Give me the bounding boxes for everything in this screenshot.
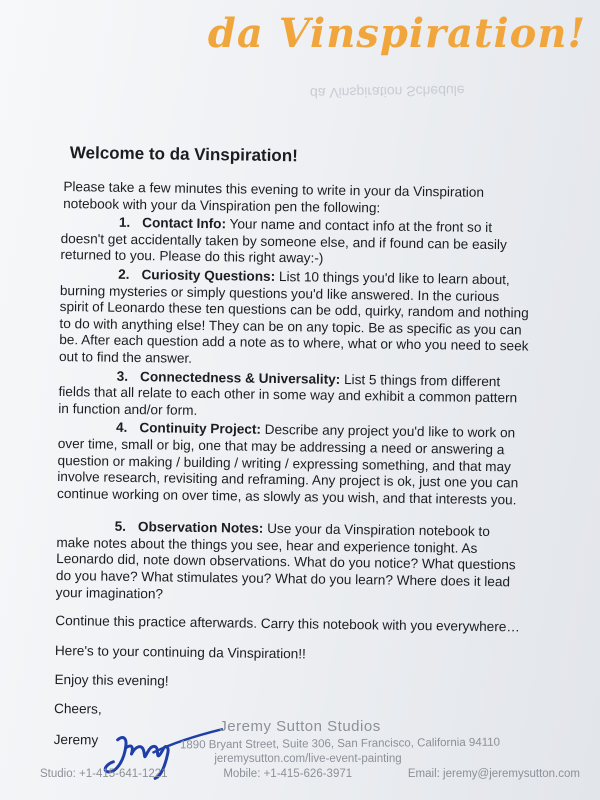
item-text: Describe any project you'd like to work on over time, small or big, one that may be addressing a need or answering a question or making / building / writing / expressing something, and that may involve research, revisiting and reframing. Any project is ok, just one you can continue working on over time, as slowly as you wish, and that interests you. [57,422,519,508]
item-label: Contact Info: [142,215,227,232]
item-label: Curiosity Questions: [141,267,276,284]
footer-mobile-phone: Mobile: +1-415-626-3971 [223,768,353,780]
item-text: Use your da Vinspiration notebook to make notes about the things you see, hear and experience tonight. As Leonardo did, note down observations. What do you notice? What questions do you have? What stimulates you? What do you learn? Where does it lead your imagination? [55,521,516,602]
footer-url: jeremysutton.com/live-event-painting [214,753,402,765]
signer-name: Jeremy [53,731,99,748]
footer-studio-phone: Studio: +1-415-641-1221 [40,768,168,780]
footer-studio-name: Jeremy Sutton Studios [219,718,381,735]
item-number: 1. [118,214,131,231]
letter-heading: Welcome to da Vinspiration! [69,143,298,166]
item-number: 2. [118,266,130,282]
item-label: Connectedness & Universality: [139,368,341,387]
footer-email: Email: jeremy@jeremysutton.com [407,768,580,780]
letter-body [53,143,532,769]
list-item-continuity-project [57,419,528,509]
item-label: Continuity Project: [139,420,262,438]
item-number: 3. [116,368,129,384]
show-through-text: da Vinspiration Schedule [309,82,465,102]
item-label: Observation Notes: [137,519,264,537]
item-text: List 5 things from different fields that all relate to each other in some way and exhibit a common pattern in function and/or form. [58,371,518,418]
closing-salutation: Cheers, [53,700,102,717]
continue-paragraph: Continue this practice afterwards. Carry this notebook with you everywhere… [55,613,521,635]
item-number: 4. [115,420,128,436]
enjoy-paragraph: Enjoy this evening! [54,672,169,689]
item-text: Your name and contact info at the front so it doesn't get accidentally taken by someone else, and if found can be easily returned to you. Please do this right away:-) [60,216,507,267]
list-item-connectedness [58,368,529,424]
toast-paragraph: Here's to your continuing da Vinspiration!! [54,642,306,662]
intro-paragraph: Please take a few minutes this evening to write in your da Vinspiration notebook with your da Vinspiration pen the following: [63,179,485,216]
list-item-curiosity-questions [59,266,530,372]
list-item-contact-info [60,214,531,270]
footer-address: 1890 Bryant Street, Suite 306, San Francisco, California 94110 [179,736,501,752]
item-text: List 10 things you'd like to learn about, burning mysteries or simply questions you'd like answered. In the curious spirit of Leonardo these ten questions can be odd, quirky, random and nothing to do with anything else! They can be on any topic. Be as specific as you can be. After each question add a note as to where, what or who you need to seek out to find the answer. [58,269,529,366]
list-item-observation-notes [56,518,527,608]
brand-title: da Vinspiration! [207,10,586,57]
item-number: 5. [114,519,127,535]
footer-contact-row [40,768,580,780]
